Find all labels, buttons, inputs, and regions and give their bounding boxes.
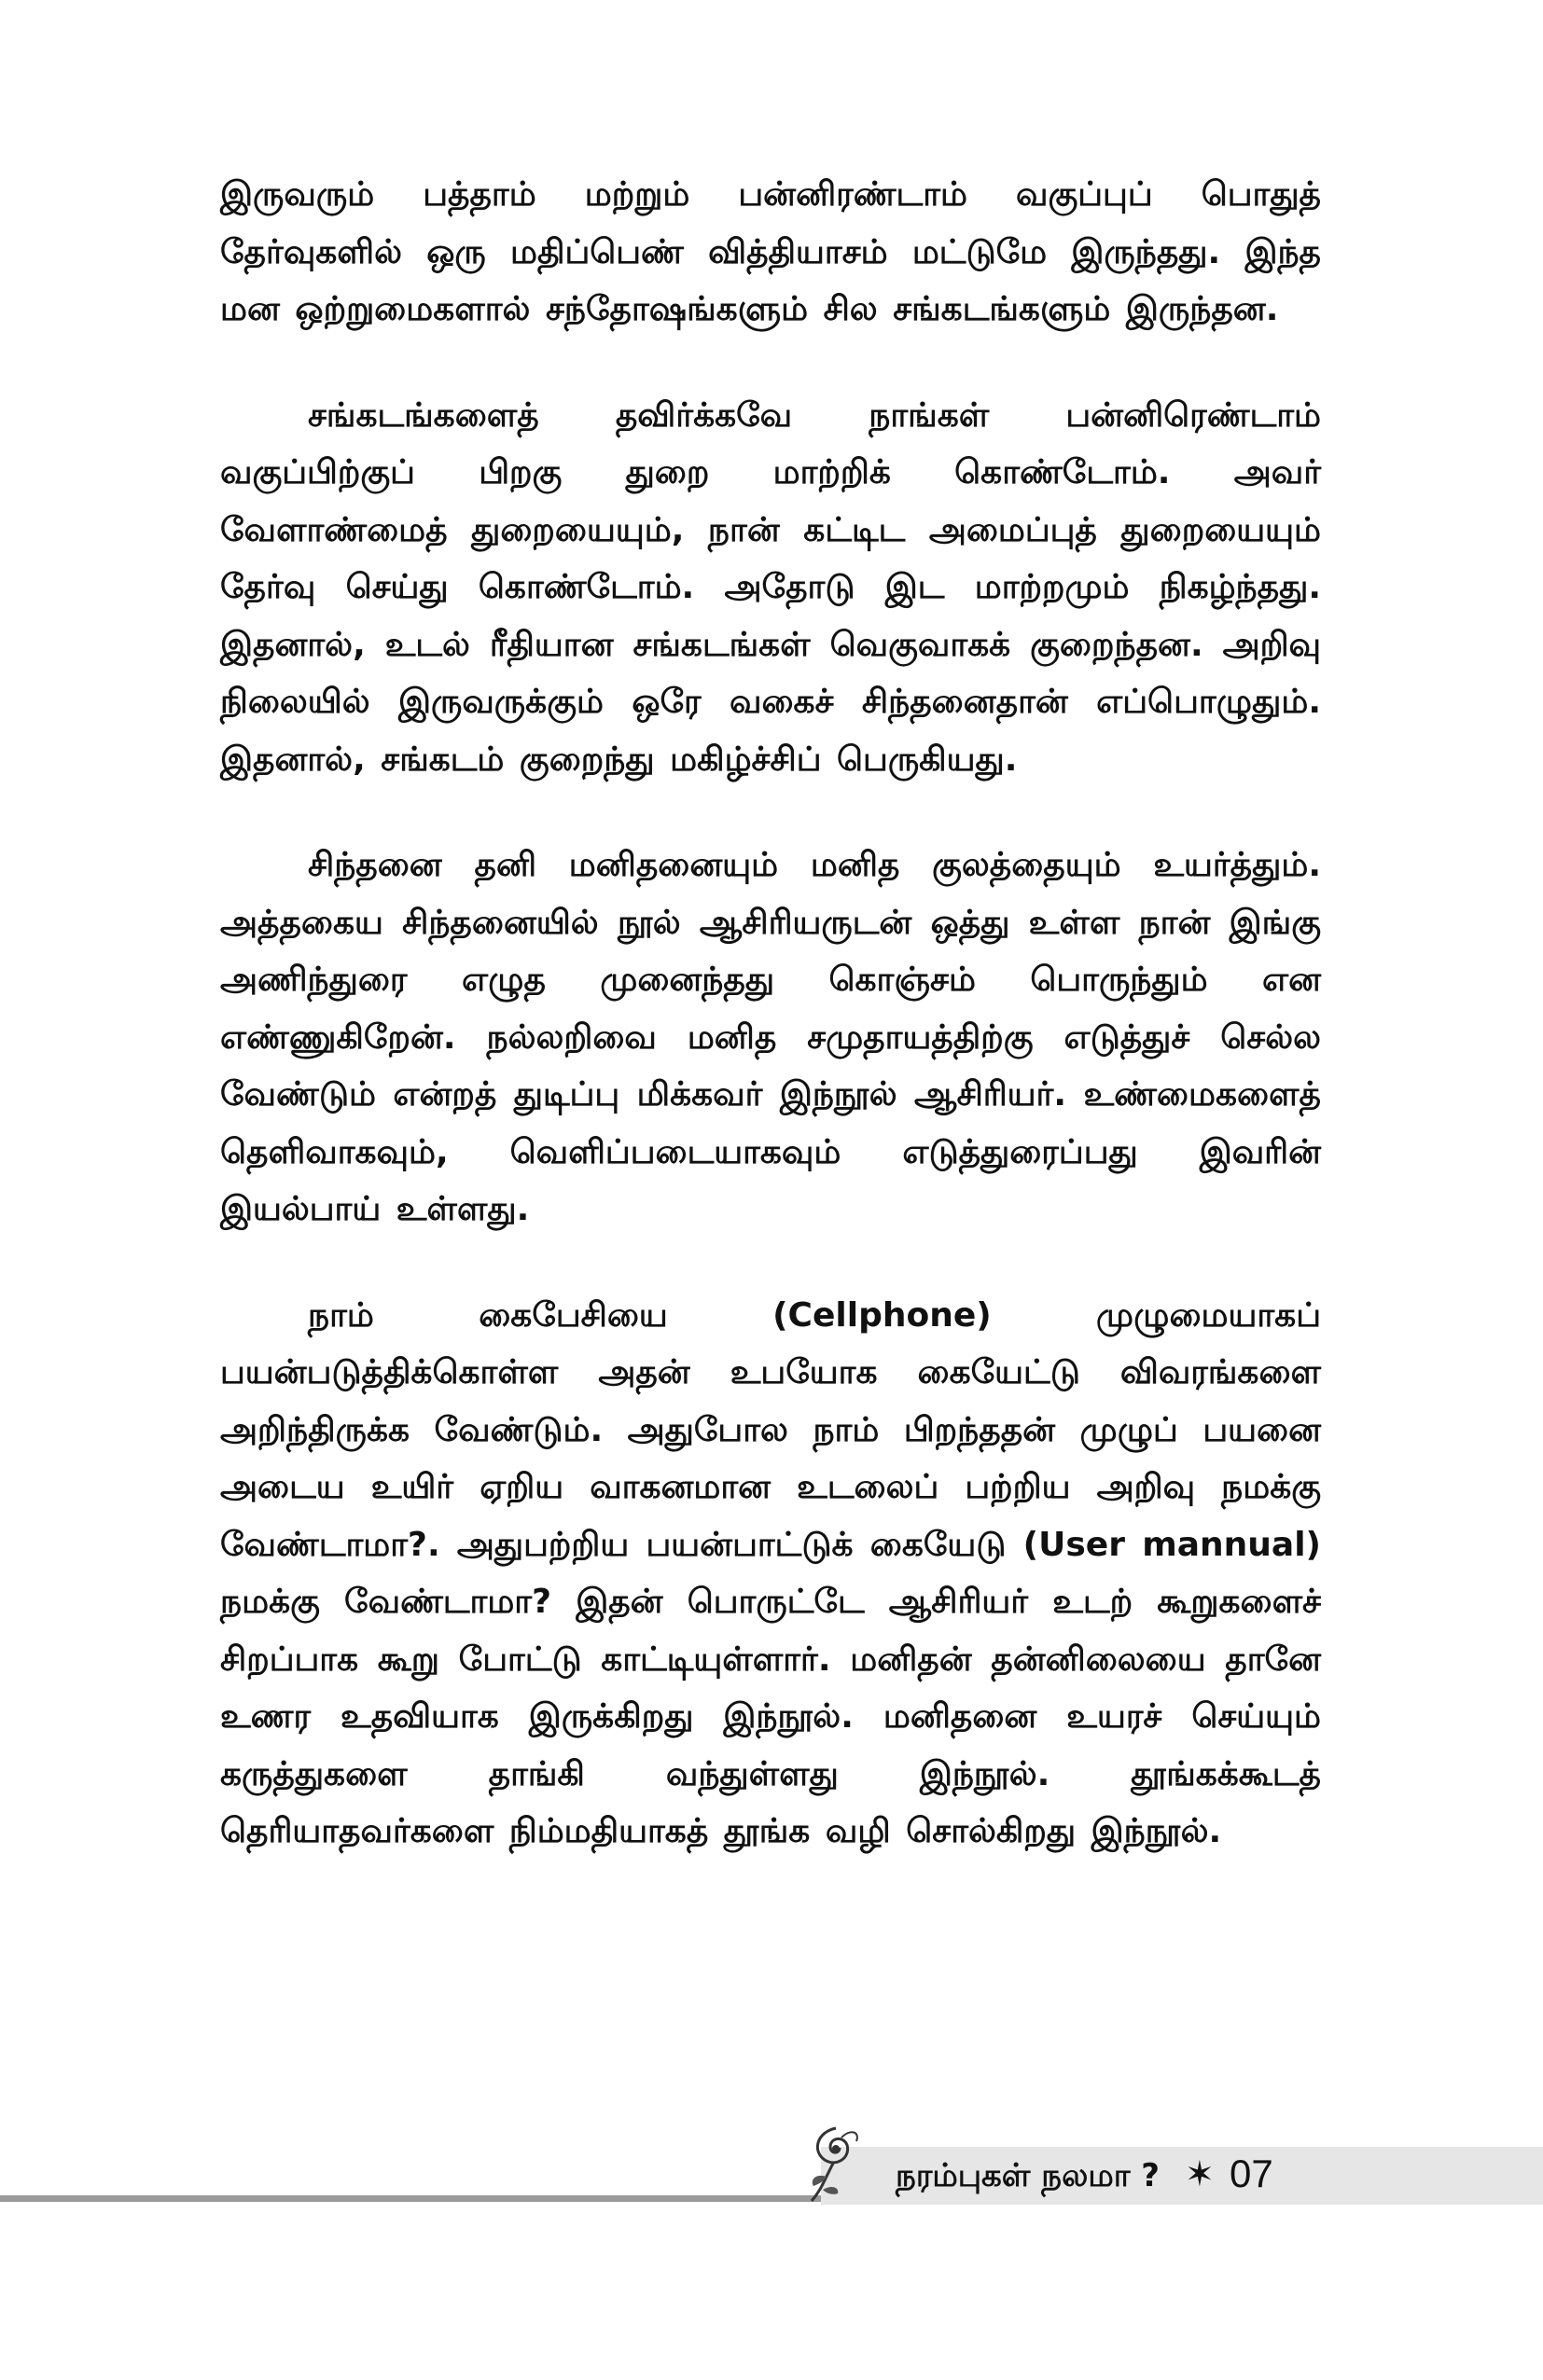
star-icon: ✶ <box>1185 2153 1215 2194</box>
paragraph-4: நாம் கைபேசியை (Cellphone) முழுமையாகப் பயன்படுத்திக்கொள்ள அதன் உபயோக கையேட்டு விவரங்களை அறிந்திருக்க வேண்டும். அதுபோல நாம் பிறந்ததன் முழுப் பயனை அடைய உயிர் ஏறிய வாகனமான உடலைப் பற்றிய அறிவு நமக்கு வேண்டாமா?. அதுபற்றிய பயன்பாட்டுக் கையேடு (User mannual) நமக்கு வேண்டாமா? இதன் பொருட்டே ஆசிரியர் உடற் கூறுகளைச் சிறப்பாக கூறு போட்டு காட்டியுள்ளார். மனிதன் தன்னிலையை தானே உணர உதவியாக இருக்கிறது இந்நூல். மனிதனை உயரச் செய்யும் கருத்துகளை தாங்கி வந்துள்ளது இந்நூல். தூங்கக்கூடத் தெரியாதவர்களை நிம்மதியாகத் தூங்க வழி சொல்கிறது இந்நூல். <box>220 1295 1321 1850</box>
page-body <box>220 166 1321 1909</box>
footer-rule <box>0 2195 821 2202</box>
paragraph-2: சங்கடங்களைத் தவிர்க்கவே நாங்கள் பன்னிரெண்டாம் வகுப்பிற்குப் பிறகு துறை மாற்றிக் கொண்டோம். அவர் வேளாண்மைத் துறையையும், நான் கட்டிட அமைப்புத் துறையையும் தேர்வு செய்து கொண்டோம். அதோடு இட மாற்றமும் நிகழ்ந்தது. இதனால், உடல் ரீதியான சங்கடங்கள் வெகுவாகக் குறைந்தன. அறிவு நிலையில் இருவருக்கும் ஒரே வகைச் சிந்தனைதான் எப்பொழுதும். இதனால், சங்கடம் குறைந்து மகிழ்ச்சிப் பெருகியது. <box>220 395 1321 779</box>
paragraph-3: சிந்தனை தனி மனிதனையும் மனித குலத்தையும் உயர்த்தும். அத்தகைய சிந்தனையில் நூல் ஆசிரியருடன் ஒத்து உள்ள நான் இங்கு அணிந்துரை எழுத முனைந்தது கொஞ்சம் பொருந்தும் என எண்ணுகிறேன். நல்லறிவை மனித சமுதாயத்திற்கு எடுத்துச் செல்ல வேண்டும் என்றத் துடிப்பு மிக்கவர் இந்நூல் ஆசிரியர். உண்மைகளைத் தெளிவாகவும், வெளிப்படையாகவும் எடுத்துரைப்பது இவரின் இயல்பாய் உள்ளது. <box>220 846 1321 1228</box>
paragraph-1: இருவரும் பத்தாம் மற்றும் பன்னிரண்டாம் வகுப்புப் பொதுத் தேர்வுகளில் ஒரு மதிப்பெண் வித்தியாசம் மட்டுமே இருந்தது. இந்த மன ஒற்றுமைகளால் சந்தோஷங்களும் சில சங்கடங்களும் இருந்தன. <box>220 175 1321 328</box>
running-title: நரம்புகள் நலமா ? <box>896 2157 1161 2194</box>
page-number: 07 <box>1230 2152 1273 2195</box>
flower-ornament-icon <box>799 2119 873 2212</box>
